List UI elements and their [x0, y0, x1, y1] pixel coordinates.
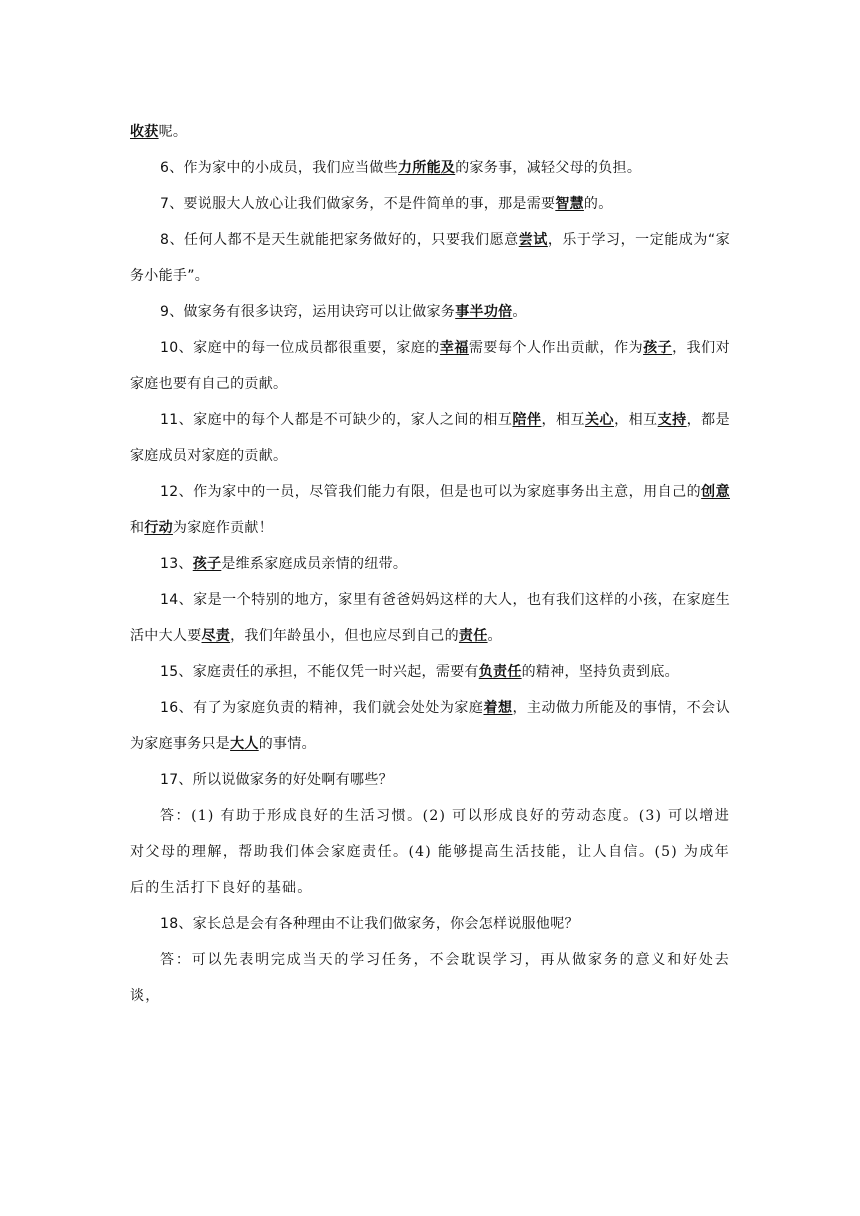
paragraph-text: ，相互 [614, 412, 658, 428]
paragraph-text: 为家庭作贡献！ [172, 520, 274, 536]
paragraph-text: 是维系家庭成员亲情的纽带。 [221, 556, 408, 572]
text-paragraph [130, 546, 730, 582]
text-paragraph [130, 114, 730, 150]
keyword-underlined: 孩子 [643, 340, 673, 356]
keyword-underlined: 收获 [130, 124, 159, 140]
keyword-underlined: 大人 [230, 736, 259, 752]
text-paragraph [130, 582, 730, 654]
text-paragraph [130, 474, 730, 546]
paragraph-text: 18、家长总是会有各种理由不让我们做家务，你会怎样说服他呢？ [160, 916, 579, 932]
keyword-underlined: 幸福 [439, 340, 469, 356]
paragraph-text: 答：可以先表明完成当天的学习任务，不会耽误学习，再从做家务的意义和好处去谈， [130, 952, 730, 1004]
paragraph-text: ，主动做力所能及的事情，不会认为家庭事务只是 [130, 700, 730, 752]
keyword-underlined: 事半功倍 [455, 304, 513, 320]
document-body [130, 114, 730, 1014]
paragraph-text: 需要每个人作出贡献，作为 [468, 340, 644, 356]
paragraph-text: 7、要说服大人放心让我们做家务，不是件简单的事，那是需要 [160, 196, 556, 212]
keyword-underlined: 孩子 [192, 556, 222, 572]
paragraph-text: 8、任何人都不是天生就能把家务做好的，只要我们愿意 [160, 232, 519, 248]
paragraph-text: 11、家庭中的每个人都是不可缺少的，家人之间的相互 [160, 412, 513, 428]
keyword-underlined: 关心 [585, 412, 615, 428]
paragraph-text: 15、家庭责任的承担，不能仅凭一时兴起，需要有 [160, 664, 479, 680]
paragraph-text: 10、家庭中的每一位成员都很重要，家庭的 [160, 340, 440, 356]
paragraph-text: 14、家是一个特别的地方，家里有爸爸妈妈这样的大人，也有我们这样的小孩，在家庭生活中大人要 [130, 592, 730, 644]
text-paragraph [130, 690, 730, 762]
paragraph-text: 。 [512, 304, 527, 320]
text-paragraph [130, 222, 730, 294]
paragraph-text: 17、所以说做家务的好处啊有哪些？ [160, 772, 393, 788]
text-paragraph [130, 402, 730, 474]
paragraph-text: 12、作为家中的一员，尽管我们能力有限，但是也可以为家庭事务出主意，用自己的 [160, 484, 702, 500]
paragraph-text: 13、 [160, 556, 193, 572]
keyword-underlined: 支持 [657, 412, 687, 428]
text-paragraph [130, 762, 730, 798]
paragraph-text: 和 [130, 520, 145, 536]
keyword-underlined: 责任 [458, 628, 488, 644]
keyword-underlined: 力所能及 [398, 160, 456, 176]
paragraph-text: 呢。 [158, 124, 188, 140]
text-paragraph [130, 294, 730, 330]
paragraph-text: ，我们对家庭也要有自己的贡献。 [130, 340, 730, 392]
text-paragraph [130, 906, 730, 942]
keyword-underlined: 着想 [483, 700, 513, 716]
paragraph-text: ，乐于学习，一定能成为“家务小能手”。 [130, 232, 731, 284]
keyword-underlined: 尽责 [201, 628, 231, 644]
text-paragraph [130, 654, 730, 690]
paragraph-text: 的。 [583, 196, 613, 212]
keyword-underlined: 陪伴 [512, 412, 542, 428]
paragraph-text: ，相互 [541, 412, 586, 428]
paragraph-text: ，我们年龄虽小，但也应尽到自己的 [230, 628, 459, 644]
keyword-underlined: 创意 [701, 484, 730, 500]
answer-paragraph [130, 942, 730, 1014]
paragraph-text: ，都是家庭成员对家庭的贡献。 [130, 412, 730, 464]
keyword-underlined: 尝试 [518, 232, 548, 248]
paragraph-text: 16、有了为家庭负责的精神，我们就会处处为家庭 [160, 700, 484, 716]
text-paragraph [130, 186, 730, 222]
answer-paragraph [130, 798, 730, 906]
keyword-underlined: 智慧 [555, 196, 584, 212]
text-paragraph [130, 330, 730, 402]
paragraph-text: 答：(1) 有助于形成良好的生活习惯。(2) 可以形成良好的劳动态度。(3) 可以增进对父母的理解，帮助我们体会家庭责任。(4) 能够提高生活技能，让人自信。(5) 为成年后的生活打下良好的基础。 [130, 808, 730, 896]
text-paragraph [130, 150, 730, 186]
paragraph-text: 的家务事，减轻父母的负担。 [455, 160, 642, 176]
paragraph-text: 的事情。 [258, 736, 316, 752]
keyword-underlined: 行动 [144, 520, 173, 536]
paragraph-text: 的精神，坚持负责到底。 [521, 664, 679, 680]
paragraph-text: 。 [487, 628, 502, 644]
paragraph-text: 6、作为家中的小成员，我们应当做些 [160, 160, 399, 176]
keyword-underlined: 负责任 [478, 664, 522, 680]
paragraph-text: 9、做家务有很多诀窍，运用诀窍可以让做家务 [160, 304, 456, 320]
